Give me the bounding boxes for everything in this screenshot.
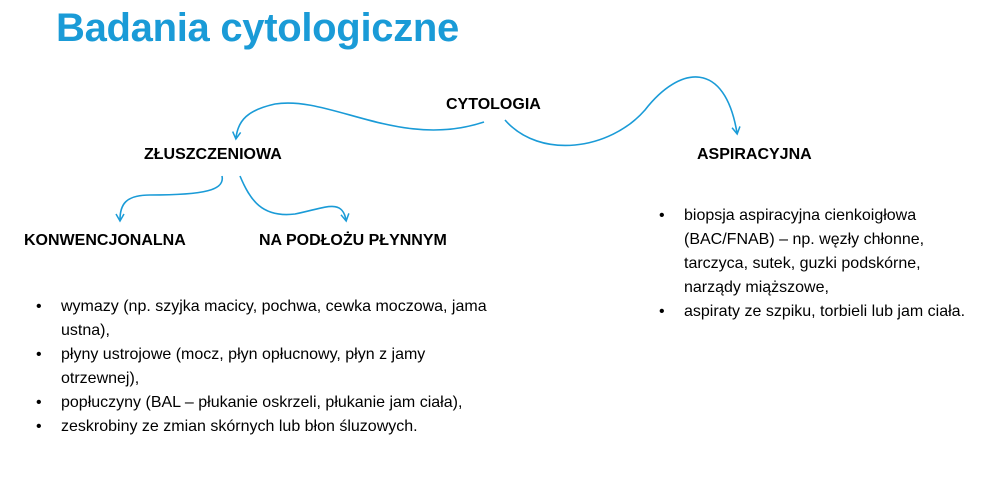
list-item-text: zeskrobiny ze zmian skórnych lub błon śluzowych. xyxy=(61,418,418,435)
list-item xyxy=(36,415,506,439)
node-zluszczeniowa: ZŁUSZCZENIOWA xyxy=(144,146,282,163)
bullet-icon: • xyxy=(36,346,42,363)
arrow-zluszczeniowa-to-podloze xyxy=(240,176,346,220)
list-item xyxy=(36,343,506,391)
list-item xyxy=(659,300,979,324)
list-item xyxy=(659,204,979,300)
node-cytologia: CYTOLOGIA xyxy=(446,96,541,113)
list-item-text: płyny ustrojowe (mocz, płyn opłucnowy, płyn z jamy otrzewnej), xyxy=(61,346,426,387)
list-item-text: wymazy (np. szyjka macicy, pochwa, cewka moczowa, jama ustna), xyxy=(61,298,487,339)
aspiration-sample-list xyxy=(659,204,979,324)
node-na-podlozu-plynnym: NA PODŁOŻU PŁYNNYM xyxy=(259,232,447,249)
list-item xyxy=(36,295,506,343)
list-item-text: biopsja aspiracyjna cienkoigłowa (BAC/FNAB) – np. węzły chłonne, tarczyca, sutek, guzki podskórne, narządy miąższowe, xyxy=(684,207,925,296)
exfoliative-sample-list xyxy=(36,295,506,439)
bullet-icon: • xyxy=(36,394,42,411)
bullet-icon: • xyxy=(659,207,665,224)
arrow-zluszczeniowa-to-konwencjonalna xyxy=(120,176,222,220)
list-item-text: popłuczyny (BAL – płukanie oskrzeli, płukanie jam ciała), xyxy=(61,394,463,411)
page-title: Badania cytologiczne xyxy=(56,6,459,50)
node-konwencjonalna: KONWENCJONALNA xyxy=(24,232,186,249)
bullet-icon: • xyxy=(36,418,42,435)
bullet-icon: • xyxy=(36,298,42,315)
list-item xyxy=(36,391,506,415)
list-item-text: aspiraty ze szpiku, torbieli lub jam ciała. xyxy=(684,303,966,320)
bullet-icon: • xyxy=(659,303,665,320)
node-aspiracyjna: ASPIRACYJNA xyxy=(697,146,812,163)
